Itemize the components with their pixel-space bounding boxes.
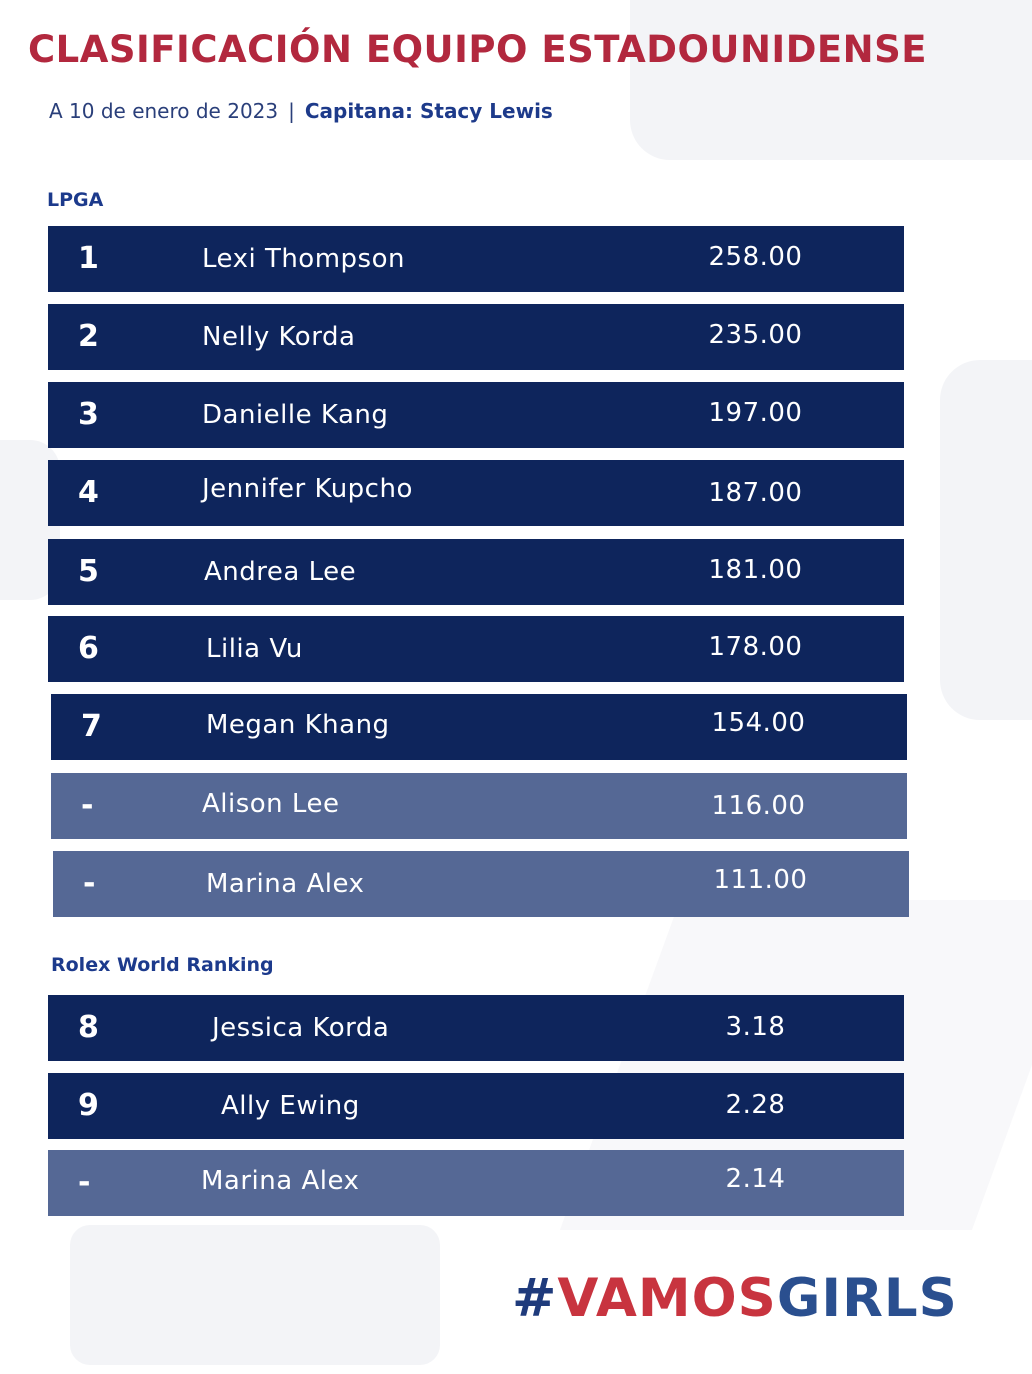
player-name: Nelly Korda bbox=[202, 322, 356, 352]
points: 154.00 bbox=[711, 708, 806, 738]
section-label-rolex: Rolex World Ranking bbox=[51, 954, 274, 976]
table-row bbox=[48, 304, 904, 370]
date-text: A 10 de enero de 2023 bbox=[49, 99, 279, 123]
player-name: Marina Alex bbox=[201, 1166, 360, 1196]
player-name: Jennifer Kupcho bbox=[202, 474, 413, 504]
points: 111.00 bbox=[713, 865, 808, 895]
table-row bbox=[48, 995, 904, 1061]
points: 2.14 bbox=[725, 1164, 786, 1194]
hashtag-girls: GIRLS bbox=[776, 1268, 958, 1329]
section-label-lpga: LPGA bbox=[47, 189, 104, 211]
points: 258.00 bbox=[708, 242, 803, 272]
rank: 5 bbox=[78, 554, 99, 589]
player-name: Lilia Vu bbox=[206, 634, 303, 664]
points: 2.28 bbox=[725, 1090, 786, 1120]
player-name: Andrea Lee bbox=[204, 557, 357, 587]
points: 187.00 bbox=[708, 478, 803, 508]
subtitle-separator: | bbox=[288, 99, 295, 123]
rank: - bbox=[81, 788, 94, 823]
table-row bbox=[48, 1150, 904, 1216]
rank: 7 bbox=[81, 709, 102, 744]
points: 3.18 bbox=[725, 1012, 786, 1042]
captain-text: Capitana: Stacy Lewis bbox=[304, 99, 553, 123]
rank: 8 bbox=[78, 1010, 99, 1045]
player-name: Megan Khang bbox=[206, 710, 390, 740]
rank: 9 bbox=[78, 1088, 99, 1123]
player-name: Danielle Kang bbox=[202, 400, 389, 430]
page-subtitle bbox=[49, 99, 553, 123]
table-row bbox=[48, 226, 904, 292]
rank: 1 bbox=[78, 241, 99, 276]
page-title: CLASIFICACIÓN EQUIPO ESTADOUNIDENSE bbox=[28, 28, 928, 71]
rank: 6 bbox=[78, 631, 99, 666]
hashtag-hash: # bbox=[512, 1268, 558, 1329]
rank: - bbox=[78, 1165, 91, 1200]
table-row bbox=[48, 460, 904, 526]
rank: 4 bbox=[78, 475, 99, 510]
table-row bbox=[48, 616, 904, 682]
table-row bbox=[48, 539, 904, 605]
table-row bbox=[48, 1073, 904, 1139]
rank: 3 bbox=[78, 397, 99, 432]
table-row bbox=[51, 694, 907, 760]
points: 178.00 bbox=[708, 632, 803, 662]
vamosgirls-hashtag bbox=[512, 1268, 958, 1329]
points: 181.00 bbox=[708, 555, 803, 585]
table-row bbox=[48, 382, 904, 448]
player-name: Lexi Thompson bbox=[202, 244, 405, 274]
player-name: Marina Alex bbox=[206, 869, 365, 899]
player-name: Alison Lee bbox=[202, 789, 340, 819]
hashtag-vamos: VAMOS bbox=[557, 1268, 777, 1329]
rank: - bbox=[83, 866, 96, 901]
rank: 2 bbox=[78, 319, 99, 354]
points: 235.00 bbox=[708, 320, 803, 350]
player-name: Jessica Korda bbox=[212, 1013, 390, 1043]
points: 197.00 bbox=[708, 398, 803, 428]
table-row bbox=[53, 851, 909, 917]
table-row bbox=[51, 773, 907, 839]
player-name: Ally Ewing bbox=[221, 1091, 360, 1121]
points: 116.00 bbox=[711, 791, 806, 821]
